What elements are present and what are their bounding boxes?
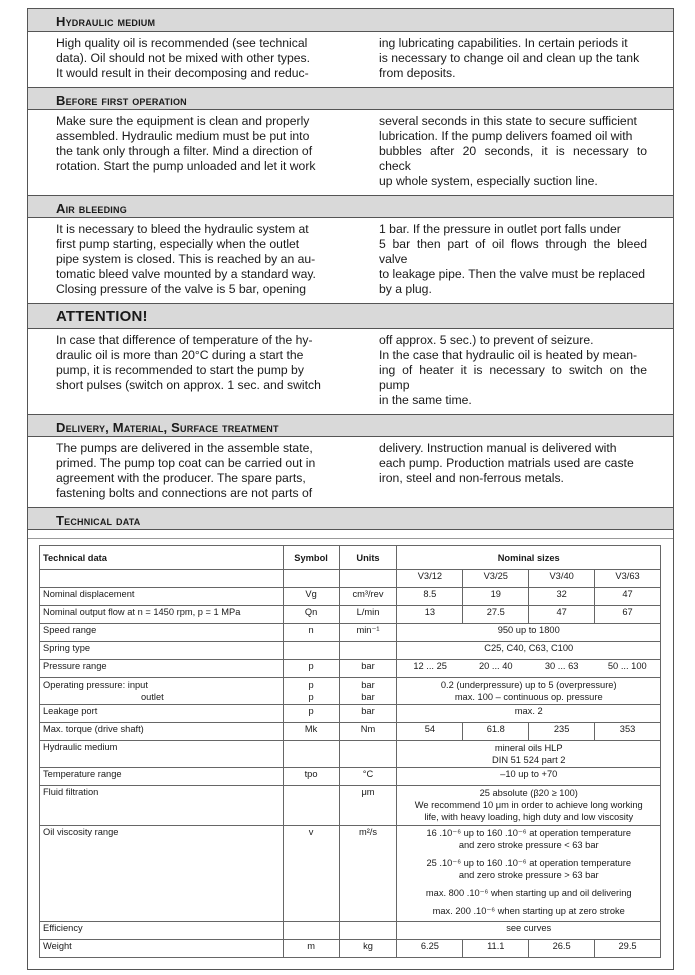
row-value: 16 .10⁻⁶ up to 160 .10⁻⁶ at operation temperature and zero stroke pressure < 63 bar 25 .10⁻⁶ up to 160 .10⁻⁶ at operation temperature and zero stroke pressure > 63 bar max. 800 .10⁻⁶ when starting up and oil delivering max. 200 .10⁻⁶ when starting up at zero stroke	[397, 826, 661, 922]
row-value: 8.5	[397, 588, 463, 606]
row-value: 47	[529, 606, 595, 624]
row-value: 30 ... 63	[529, 660, 595, 678]
row-symbol: tpo	[283, 768, 339, 786]
row-value: 11.1	[463, 940, 529, 958]
row-units: kg	[339, 940, 397, 958]
size-label: V3/12	[397, 570, 463, 588]
table-header-row	[40, 546, 661, 570]
row-units: cm³/rev	[339, 588, 397, 606]
row-value: 32	[529, 588, 595, 606]
table-row-pressure	[40, 660, 661, 678]
row-units: m²/s	[339, 826, 397, 922]
row-label: Nominal displacement	[40, 588, 284, 606]
row-symbol: v	[283, 826, 339, 922]
section-title-hydraulic-medium: Hydraulic medium	[28, 9, 673, 32]
section-title-air-bleeding: Air bleeding	[28, 195, 673, 218]
section-title-before-first-operation: Before first operation	[28, 87, 673, 110]
row-value: –10 up to +70	[397, 768, 661, 786]
text-left: Make sure the equipment is clean and properly assembled. Hydraulic medium must be put into the tank only through a filter. Mind a direction of rotation. Start the pump unloaded and let it work	[56, 114, 316, 173]
text-left: It is necessary to bleed the hydraulic system at first pump starting, especially when the outlet pipe system is closed. This is reached by an au- tomatic bleed valve mounted by a standard way. Closing pressure of the valve is 5 bar, opening	[56, 222, 316, 296]
row-value: 26.5	[529, 940, 595, 958]
technical-data-table	[39, 545, 661, 958]
row-label: Leakage port	[40, 705, 284, 723]
table-row-efficiency	[40, 922, 661, 940]
row-symbol: Qn	[283, 606, 339, 624]
row-units: °C	[339, 768, 397, 786]
section-body-hydraulic-medium	[28, 32, 673, 87]
row-value: 235	[529, 723, 595, 741]
row-label: Hydraulic medium	[40, 741, 284, 768]
datasheet-page	[27, 8, 674, 970]
size-label: V3/25	[463, 570, 529, 588]
row-symbol: p	[283, 705, 339, 723]
row-value: 47	[595, 588, 661, 606]
row-value: C25, C40, C63, C100	[397, 642, 661, 660]
row-label: Nominal output flow at n = 1450 rpm, p = 1 MPa	[40, 606, 284, 624]
row-units: min⁻¹	[339, 624, 397, 642]
table-row-filtration	[40, 786, 661, 826]
section-title-delivery: Delivery, Material, Surface treatment	[28, 414, 673, 437]
row-value: 27.5	[463, 606, 529, 624]
row-symbol: p p	[283, 678, 339, 705]
divider	[28, 530, 673, 539]
row-value: 50 ... 100	[595, 660, 661, 678]
row-value: 13	[397, 606, 463, 624]
text-left: In case that difference of temperature of the hy- draulic oil is more than 20°C during a start the pump, it is recommended to start the pump by short pulses (switch on approx. 1 sec. and switch	[56, 333, 321, 392]
row-label: Spring type	[40, 642, 284, 660]
section-title-attention: ATTENTION!	[28, 303, 673, 329]
text-right: ing lubricating capabilities. In certain periods it is necessary to change oil and clean up the tank from deposits.	[379, 36, 640, 80]
row-units: bar	[339, 705, 397, 723]
row-value: 950 up to 1800	[397, 624, 661, 642]
row-value: 29.5	[595, 940, 661, 958]
table-row-displacement	[40, 588, 661, 606]
row-label: Pressure range	[40, 660, 284, 678]
header-technical-data: Technical data	[40, 546, 284, 570]
table-row-temperature	[40, 768, 661, 786]
table-row-medium	[40, 741, 661, 768]
row-value: see curves	[397, 922, 661, 940]
table-row-spring	[40, 642, 661, 660]
section-title-technical-data: Technical data	[28, 507, 673, 530]
row-value: 67	[595, 606, 661, 624]
row-units: L/min	[339, 606, 397, 624]
size-label: V3/40	[529, 570, 595, 588]
text-right: off approx. 5 sec.) to prevent of seizure. In the case that hydraulic oil is heated by mean- ing of heater it is necessary to switch on the pump in the same time.	[379, 333, 647, 407]
table-row-leakage	[40, 705, 661, 723]
table-row-operating-pressure	[40, 678, 661, 705]
header-units: Units	[339, 546, 397, 570]
row-value: 54	[397, 723, 463, 741]
table-row-flow	[40, 606, 661, 624]
row-label: Temperature range	[40, 768, 284, 786]
row-units: μm	[339, 786, 397, 826]
row-value: 19	[463, 588, 529, 606]
row-value: 25 absolute (β20 ≥ 100) We recommend 10 μm in order to achieve long working life, with heavy loading, high duty and low viscosity	[397, 786, 661, 826]
text-right: several seconds in this state to secure sufficient lubrication. If the pump delivers foamed oil with bubbles after 20 seconds, it is necessary to check up whole system, especially suction line.	[379, 114, 647, 188]
row-symbol: m	[283, 940, 339, 958]
row-label: Operating pressure: input outlet	[40, 678, 284, 705]
row-units: bar	[339, 660, 397, 678]
table-row-sizes	[40, 570, 661, 588]
text-right: 1 bar. If the pressure in outlet port falls under 5 bar then part of oil flows through the bleed valve to leakage pipe. Then the valve must be replaced by a plug.	[379, 222, 647, 296]
table-row-torque	[40, 723, 661, 741]
table-row-speed	[40, 624, 661, 642]
row-symbol: n	[283, 624, 339, 642]
text-left: The pumps are delivered in the assemble state, primed. The pump top coat can be carried out in agreement with the producer. The spare parts, fastening bolts and connections are not parts of	[56, 441, 316, 500]
row-value: 61.8	[463, 723, 529, 741]
section-body-before-first-operation	[28, 110, 673, 195]
size-label: V3/63	[595, 570, 661, 588]
row-symbol: Mk	[283, 723, 339, 741]
row-value: mineral oils HLP DIN 51 524 part 2	[397, 741, 661, 768]
row-symbol: Vg	[283, 588, 339, 606]
row-value: 0.2 (underpressure) up to 5 (overpressure) max. 100 – continuous op. pressure	[397, 678, 661, 705]
row-symbol: p	[283, 660, 339, 678]
header-nominal-sizes: Nominal sizes	[397, 546, 661, 570]
section-body-delivery	[28, 437, 673, 507]
row-units: Nm	[339, 723, 397, 741]
row-units: bar bar	[339, 678, 397, 705]
table-row-weight	[40, 940, 661, 958]
row-value: 20 ... 40	[463, 660, 529, 678]
section-body-air-bleeding	[28, 218, 673, 303]
section-body-attention	[28, 329, 673, 414]
row-value: 6.25	[397, 940, 463, 958]
row-label: Speed range	[40, 624, 284, 642]
row-label: Max. torque (drive shaft)	[40, 723, 284, 741]
row-label: Fluid filtration	[40, 786, 284, 826]
row-label: Oil viscosity range	[40, 826, 284, 922]
row-value: 12 ... 25	[397, 660, 463, 678]
text-left: High quality oil is recommended (see technical data). Oil should not be mixed with other types. It would result in their decomposing and reduc-	[56, 36, 311, 80]
row-value: 353	[595, 723, 661, 741]
row-value: max. 2	[397, 705, 661, 723]
text-right: delivery. Instruction manual is delivered with each pump. Production matrials used are caste iron, steel and non-ferrous metals.	[379, 441, 634, 485]
table-row-viscosity	[40, 826, 661, 922]
header-symbol: Symbol	[283, 546, 339, 570]
row-label: Weight	[40, 940, 284, 958]
row-label: Efficiency	[40, 922, 284, 940]
